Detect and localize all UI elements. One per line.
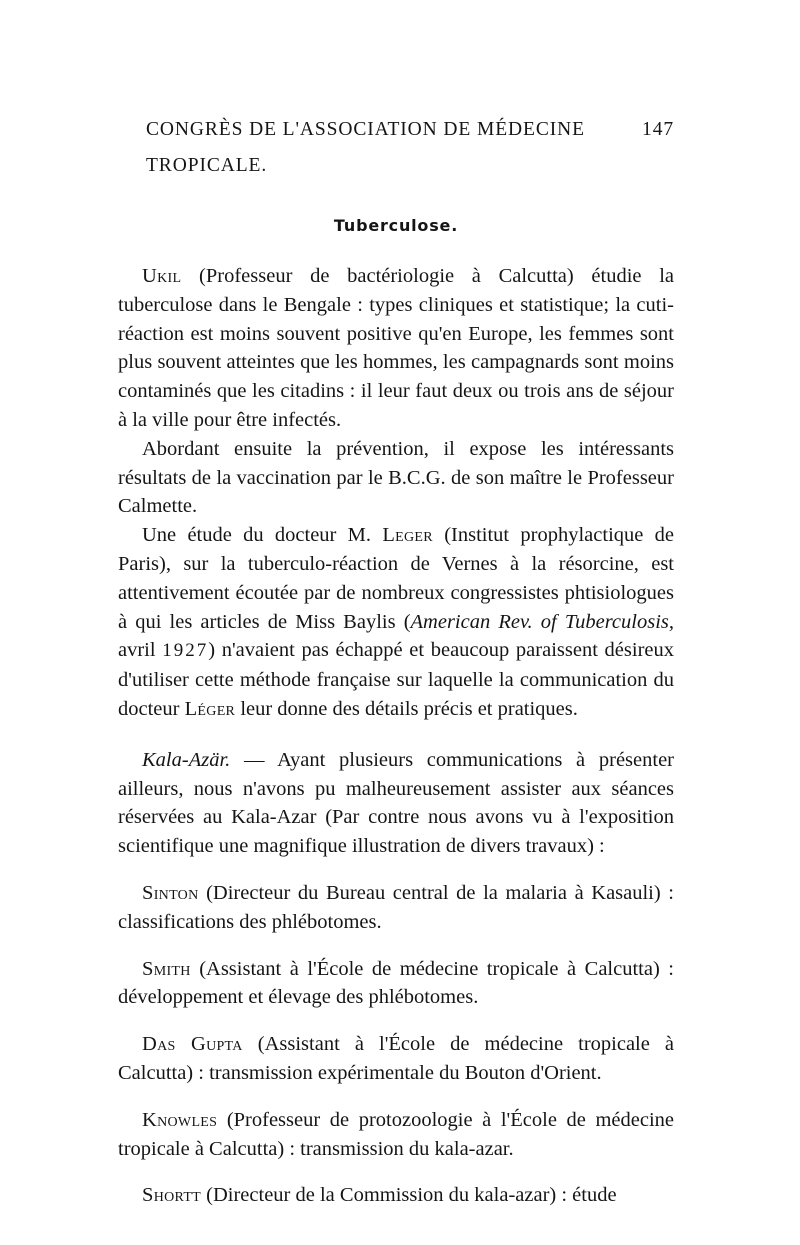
paragraph-text: — Ayant plusieurs communications à présenter ailleurs, nous n'avons pu malheureusement assister aux séances réservées au Kala-Azar (Par contre nous avons vu à l'exposition scientifique une magnifique illustration de divers travaux) :: [118, 748, 674, 858]
running-head-title: CONGRÈS DE L'ASSOCIATION DE MÉDECINE TROPICALE.: [146, 119, 585, 176]
paragraph-text: Une étude du docteur M.: [142, 524, 383, 547]
paragraph-prevention: [118, 435, 674, 521]
paragraph-das-gupta: [118, 1030, 674, 1088]
page-number: 147: [642, 119, 674, 140]
book-page: [118, 112, 674, 1210]
paragraph-text: (Assistant à l'École de médecine tropicale à Calcutta) : développement et élevage des phlébotomes.: [118, 957, 674, 1009]
paragraph-text: (Professeur de protozoologie à l'École de médecine tropicale à Calcutta) : transmission du kala-azar.: [118, 1108, 674, 1160]
paragraph-kala-azar: [118, 746, 674, 861]
paragraph-sinton: [118, 879, 674, 937]
paragraph-text: avril: [118, 639, 163, 662]
paragraph-text: (Institut prophylactique de Paris), sur la tuberculo-réaction de Vernes à la résorcine, est attentivement écoutée par de nombreux congressistes phtisiologues à qui les articles de Miss Baylis (: [118, 524, 674, 633]
paragraph-text: Abordant ensuite la prévention, il expose les intéressants résultats de la vaccination par le B.C.G. de son maître le Professeur Calmette.: [118, 437, 674, 518]
paragraph-text: (Professeur de bactériologie à Calcutta) étudie la tuberculose dans le Bengale : types cliniques et statistique; la cuti-réaction est moins souvent positive qu'en Europe, les femmes sont plus souvent atteintes que les hommes, les campagnards sont moins contaminés que les citadins : il leur faut deux ou trois ans de séjour à la ville pour être infectés.: [118, 265, 674, 431]
author-name: Smith: [142, 957, 191, 980]
section-heading: Tuberculose.: [333, 216, 459, 235]
paragraph-text: (Assistant à l'École de médecine tropicale à Calcutta) : transmission expérimentale du Bouton d'Orient.: [118, 1033, 674, 1084]
author-name: Léger: [184, 697, 236, 720]
subsection-title: Kala-Azär.: [142, 748, 231, 771]
author-name: Das Gupta: [142, 1033, 243, 1056]
paragraph-shortt: [118, 1181, 674, 1210]
paragraph-text: (Directeur de la Commission du kala-azar) : étude: [201, 1184, 617, 1207]
paragraph-text: (Directeur du Bureau central de la malaria à Kasauli) : classifications des phlébotomes.: [118, 881, 674, 933]
author-name: Leger: [382, 524, 433, 547]
paragraph-leger: [118, 521, 674, 724]
running-head: [146, 112, 674, 184]
author-name: Shortt: [142, 1184, 202, 1207]
author-name: Sinton: [142, 881, 199, 904]
paragraph-ukil: [118, 262, 674, 435]
paragraph-text: leur donne des détails précis et pratiques.: [235, 697, 578, 720]
author-name: Ukil: [142, 265, 182, 287]
year: 1927: [162, 640, 209, 662]
paragraph-text: ) n'avaient pas échappé et beaucoup paraissent désireux d'utiliser cette méthode française sur laquelle la communication du docteur: [118, 639, 674, 720]
author-name: Knowles: [142, 1108, 218, 1131]
paragraph-smith: [118, 955, 674, 1013]
paragraph-knowles: [118, 1106, 674, 1164]
journal-title: American Rev. of Tuberculosis,: [410, 610, 675, 633]
